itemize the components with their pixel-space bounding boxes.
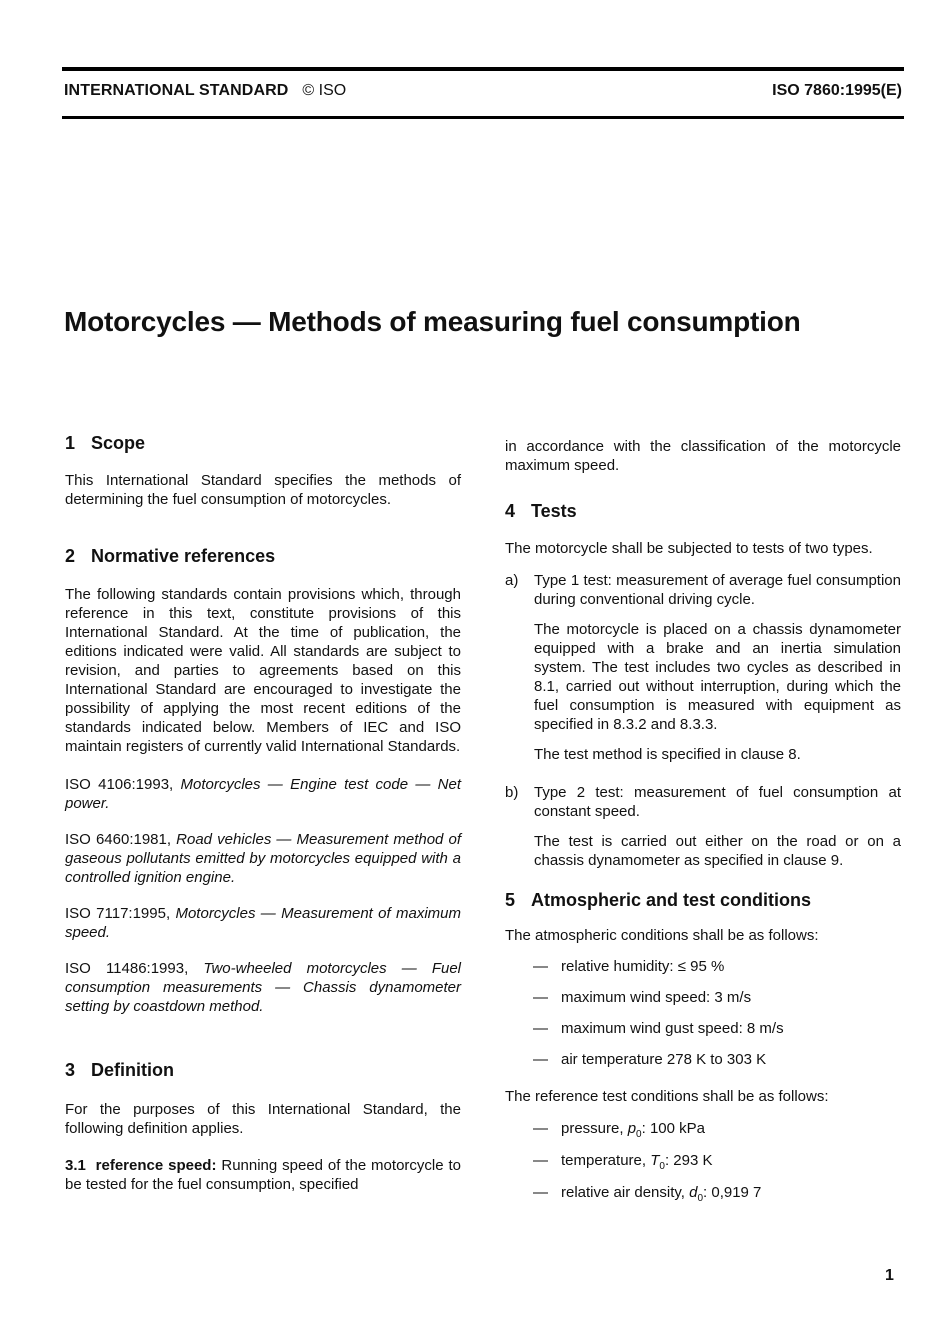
section-number: 5	[505, 890, 516, 910]
condition-item: — maximum wind gust speed: 8 m/s	[533, 1020, 784, 1037]
left-column	[65, 432, 461, 1194]
header-top-rule	[62, 67, 904, 71]
condition-label: pressure,	[561, 1120, 628, 1137]
section-number: 2	[65, 546, 76, 566]
section-5-heading	[505, 889, 901, 911]
reference-condition-item: — relative air density, $d_0$: 0,919 7	[533, 1184, 762, 1204]
condition-value: : 0,919 7	[703, 1184, 762, 1201]
condition-item: — air temperature 278 K to 303 K	[533, 1051, 767, 1068]
test-type-b-text: Type 2 test: measurement of fuel consumption at constant speed.	[534, 784, 901, 820]
condition-text: air temperature 278 K to 303 K	[561, 1051, 767, 1068]
document-title: Motorcycles — Methods of measuring fuel consumption	[64, 306, 801, 337]
reference-item	[65, 959, 461, 1016]
condition-item: — relative humidity: ≤ 95 %	[533, 958, 725, 975]
condition-subscript: 0	[697, 1193, 704, 1204]
reference-conditions-intro: The reference test conditions shall be as follows:	[505, 1088, 829, 1105]
definition-term: reference speed:	[95, 1157, 217, 1174]
header-copyright: © ISO	[302, 82, 347, 99]
section-number: 3	[65, 1060, 76, 1080]
section-title: Scope	[91, 433, 146, 453]
section-title: Definition	[91, 1060, 174, 1080]
section-1-heading	[65, 432, 461, 454]
reference-title: Road vehicles — Measurement method of gaseous pollutants emitted by motorcycles equipped with a controlled ignition engine.	[65, 831, 462, 886]
list-label: b)	[505, 784, 519, 801]
page-header	[64, 82, 902, 106]
section-title: Tests	[531, 501, 577, 521]
test-type-a-text: Type 1 test: measurement of average fuel consumption during conventional driving cycle.	[534, 572, 901, 608]
section-number: 4	[505, 501, 516, 521]
definition-number: 3.1	[65, 1157, 86, 1174]
definition-intro: For the purposes of this International Standard, the following definition applies.	[65, 1101, 461, 1137]
condition-value: : 293 K	[664, 1152, 713, 1169]
reference-code: ISO 11486:1993,	[65, 960, 189, 977]
section-4-heading	[505, 500, 901, 522]
condition-label: temperature,	[561, 1152, 651, 1169]
scope-paragraph: This International Standard specifies the methods of determining the fuel consumption of motorcycles.	[65, 472, 461, 508]
header-document-code: ISO 7860:1995(E)	[772, 82, 902, 99]
condition-subscript: 0	[659, 1161, 665, 1172]
condition-symbol: p	[627, 1120, 637, 1137]
section-3-heading	[65, 1059, 461, 1081]
tests-intro: The motorcycle shall be subjected to tests of two types.	[505, 540, 873, 557]
section-title: Normative references	[91, 546, 276, 566]
condition-symbol: d	[689, 1184, 698, 1201]
reference-title: Motorcycles — Measurement of maximum speed.	[65, 905, 462, 941]
reference-item	[65, 830, 461, 887]
list-label: a)	[505, 572, 519, 589]
reference-item	[65, 775, 461, 813]
condition-text: maximum wind gust speed: 8 m/s	[561, 1020, 784, 1037]
test-type-b-description: The test is carried out either on the road or on a chassis dynamometer as specified in clause 9.	[534, 833, 901, 869]
condition-text: maximum wind speed: 3 m/s	[561, 989, 752, 1006]
reference-code: ISO 7117:1995,	[65, 905, 171, 922]
page-number: 1	[885, 1267, 894, 1284]
reference-code: ISO 6460:1981,	[65, 831, 172, 848]
test-type-b	[505, 783, 901, 870]
test-type-a	[505, 571, 901, 764]
section-title: Atmospheric and test conditions	[531, 890, 812, 910]
header-standard-label: INTERNATIONAL STANDARD	[64, 82, 289, 99]
condition-text: relative humidity: ≤ 95 %	[561, 958, 725, 975]
test-type-a-description: The motorcycle is placed on a chassis dynamometer equipped with a brake and an inertia simulation system. The test includes two cycles as described in 8.1, carried out without interruption, during which the fuel consumption is measured with equipment as specified in 8.3.2 and 8.3.3.	[534, 621, 901, 733]
section-2-heading	[65, 545, 461, 567]
condition-subscript: 0	[636, 1129, 642, 1140]
atmospheric-intro: The atmospheric conditions shall be as follows:	[505, 927, 819, 944]
test-type-a-method: The test method is specified in clause 8.	[534, 746, 801, 763]
definition-text: Running speed of the motorcycle to be tested for the fuel consumption, specified	[65, 1157, 461, 1193]
reference-condition-item: — temperature, $T_0$: 293 K	[533, 1152, 713, 1172]
condition-value: : 100 kPa	[641, 1120, 705, 1137]
right-column	[505, 432, 901, 1202]
section-number: 1	[65, 433, 76, 453]
reference-code: ISO 4106:1993,	[65, 776, 174, 793]
header-bottom-rule	[62, 116, 904, 119]
normative-paragraph: The following standards contain provisions which, through reference in this text, constitute provisions of this International Standard. At the time of publication, the editions indicated were valid. All standards are subject to revision, and parties to agreements based on this International Standard are encouraged to investigate the possibility of applying the most recent editions of the standards indicated below. Members of IEC and ISO maintain registers of currently valid International Standards.	[65, 586, 461, 755]
condition-item: — maximum wind speed: 3 m/s	[533, 989, 752, 1006]
condition-symbol: T	[650, 1152, 660, 1169]
definition-item	[65, 1156, 461, 1194]
reference-condition-item: — pressure, $p_0$: 100 kPa	[533, 1120, 705, 1140]
reference-title: Two-wheeled motorcycles — Fuel consumption measurements — Chassis dynamometer setting by coastdown method.	[65, 960, 462, 1015]
definition-continued: in accordance with the classification of the motorcycle maximum speed.	[505, 438, 901, 474]
reference-title: Motorcycles — Engine test code — Net power.	[65, 776, 461, 812]
condition-label: relative air density,	[561, 1184, 690, 1201]
reference-item	[65, 904, 461, 942]
